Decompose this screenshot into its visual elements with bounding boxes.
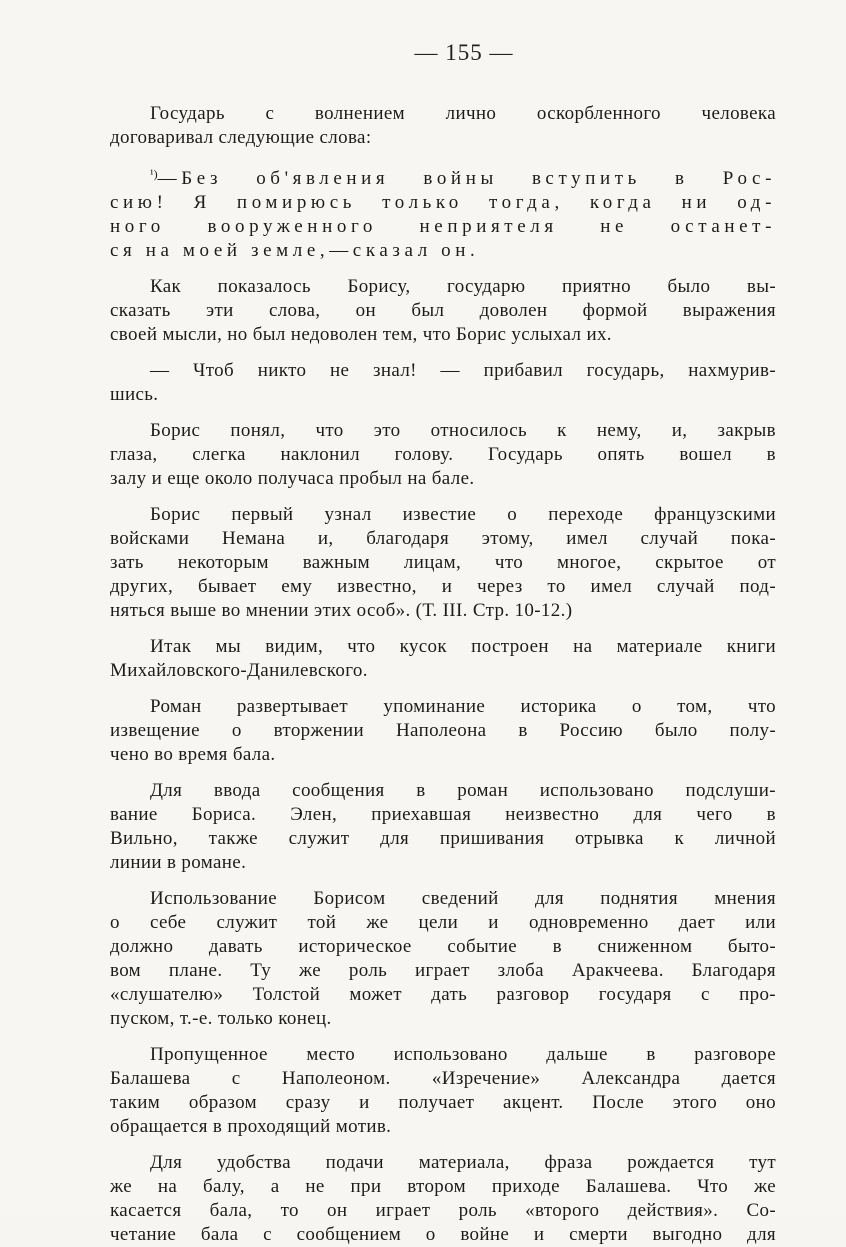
line-text: других, бывает ему известно, и через то имел случай под- bbox=[110, 576, 776, 597]
text-line bbox=[110, 239, 776, 263]
line-text: Пропущенное место использовано дальше в разговоре bbox=[150, 1044, 776, 1065]
line-text: вом плане. Ту же роль играет злоба Аракчеева. Благодаря bbox=[110, 960, 776, 981]
line-text: Для ввода сообщения в роман использовано подслуши- bbox=[150, 780, 776, 801]
paragraph bbox=[110, 359, 776, 407]
text-line bbox=[110, 215, 776, 239]
text-line bbox=[110, 419, 776, 443]
text-line bbox=[110, 935, 776, 959]
text-line bbox=[110, 1151, 776, 1175]
line-text: о себе служит той же цели и одновременно дает или bbox=[110, 912, 776, 933]
text-line bbox=[110, 719, 776, 743]
text-line bbox=[110, 959, 776, 983]
line-text: —Без об'явления войны вступить в Рос- bbox=[157, 168, 776, 189]
line-text: Балашева с Наполеоном. «Изречение» Александра дается bbox=[110, 1068, 776, 1089]
line-text: глаза, слегка наклонил голову. Государь опять вошел в bbox=[110, 444, 776, 465]
line-text: Итак мы видим, что кусок построен на материале книги bbox=[150, 636, 776, 657]
line-text: «слушателю» Толстой может дать разговор государя с про- bbox=[110, 984, 776, 1005]
line-text: шись. bbox=[110, 384, 159, 405]
line-text: должно давать историческое событие в сниженном быто- bbox=[110, 936, 776, 957]
line-text: Вильно, также служит для пришивания отрывка к личной bbox=[110, 828, 776, 849]
text-line bbox=[110, 599, 776, 623]
line-text: же на балу, а не при втором приходе Балашева. Что же bbox=[110, 1176, 776, 1197]
line-text: ся на моей земле,—сказал он. bbox=[110, 240, 480, 261]
text-line bbox=[110, 102, 776, 126]
text-line bbox=[110, 1043, 776, 1067]
line-text: вание Бориса. Элен, приехавшая неизвестно для чего в bbox=[110, 804, 776, 825]
paragraph bbox=[110, 102, 776, 150]
line-text: касается бала, то он играет роль «второго действия». Со- bbox=[110, 1200, 776, 1221]
paragraph bbox=[110, 1043, 776, 1139]
paragraph bbox=[110, 275, 776, 347]
line-text: извещение о вторжении Наполеона в Россию было полу- bbox=[110, 720, 776, 741]
text-line bbox=[110, 191, 776, 215]
paragraph bbox=[110, 503, 776, 623]
paragraph bbox=[110, 419, 776, 491]
text-line bbox=[110, 359, 776, 383]
line-text: таким образом сразу и получает акцент. После этого оно bbox=[110, 1092, 776, 1113]
paragraph bbox=[110, 162, 776, 263]
text-line bbox=[110, 1199, 776, 1223]
text-line bbox=[110, 575, 776, 599]
text-line bbox=[110, 911, 776, 935]
text-line bbox=[110, 983, 776, 1007]
text-line bbox=[110, 527, 776, 551]
line-text: четание бала с сообщением о войне и смерти выгодно для bbox=[110, 1224, 776, 1245]
text-line bbox=[110, 275, 776, 299]
text-line bbox=[110, 695, 776, 719]
text-line bbox=[110, 779, 776, 803]
text-line bbox=[110, 1115, 776, 1139]
line-text: Как показалось Борису, государю приятно было вы- bbox=[150, 276, 776, 297]
line-text: линии в романе. bbox=[110, 852, 247, 873]
line-text: зать некоторым важным лицам, что многое, скрытое от bbox=[110, 552, 776, 573]
text-line bbox=[110, 827, 776, 851]
paragraph bbox=[110, 635, 776, 683]
body-text bbox=[110, 102, 776, 1247]
line-text: войсками Немана и, благодаря этому, имел случай пока- bbox=[110, 528, 776, 549]
line-text: своей мысли, но был недоволен тем, что Борис услыхал их. bbox=[110, 324, 612, 345]
paragraph bbox=[110, 779, 776, 875]
text-line bbox=[110, 635, 776, 659]
line-text: Для удобства подачи материала, фраза рождается тут bbox=[150, 1152, 776, 1173]
text-line bbox=[110, 887, 776, 911]
line-text: Борис понял, что это относилось к нему, и, закрыв bbox=[150, 420, 776, 441]
line-text: залу и еще около получаса пробыл на бале. bbox=[110, 468, 475, 489]
text-line bbox=[110, 383, 776, 407]
text-line bbox=[110, 851, 776, 875]
text-line bbox=[110, 551, 776, 575]
line-text: Использование Борисом сведений для поднятия мнения bbox=[150, 888, 776, 909]
text-line bbox=[110, 299, 776, 323]
text-line bbox=[110, 162, 776, 191]
line-text: Государь с волнением лично оскорбленного человека bbox=[150, 103, 776, 124]
paragraph bbox=[110, 887, 776, 1031]
text-line bbox=[110, 1007, 776, 1031]
line-text: обращается в проходящий мотив. bbox=[110, 1116, 392, 1137]
page-number: — 155 — bbox=[414, 40, 514, 65]
text-line bbox=[110, 323, 776, 347]
line-text: няться выше во мнении этих особ». (Т. III. Стр. 10-12.) bbox=[110, 600, 573, 621]
text-line bbox=[110, 1223, 776, 1247]
line-text: договаривал следующие слова: bbox=[110, 127, 372, 148]
text-line bbox=[110, 1175, 776, 1199]
paragraph bbox=[110, 1151, 776, 1247]
footnote-mark: ¹) bbox=[150, 167, 158, 181]
text-line bbox=[110, 503, 776, 527]
text-line bbox=[110, 1091, 776, 1115]
text-line bbox=[110, 1067, 776, 1091]
line-text: ного вооруженного неприятеля не останет- bbox=[110, 216, 776, 237]
text-line bbox=[110, 659, 776, 683]
line-text: чено во время бала. bbox=[110, 744, 276, 765]
line-text: пуском, т.-е. только конец. bbox=[110, 1008, 332, 1029]
text-line bbox=[110, 443, 776, 467]
line-text: Михайловского-Данилевского. bbox=[110, 660, 368, 681]
line-text: сказать эти слова, он был доволен формой выражения bbox=[110, 300, 776, 321]
text-line bbox=[110, 467, 776, 491]
text-line bbox=[110, 803, 776, 827]
text-line bbox=[110, 126, 776, 150]
line-text: Борис первый узнал известие о переходе французскими bbox=[150, 504, 776, 525]
line-text: сию! Я помирюсь только тогда, когда ни од- bbox=[110, 192, 776, 213]
line-text: Роман развертывает упоминание историка о том, что bbox=[150, 696, 776, 717]
text-line bbox=[110, 743, 776, 767]
line-text: — Чтоб никто не знал! — прибавил государь, нахмурив- bbox=[150, 360, 776, 381]
paragraph bbox=[110, 695, 776, 767]
